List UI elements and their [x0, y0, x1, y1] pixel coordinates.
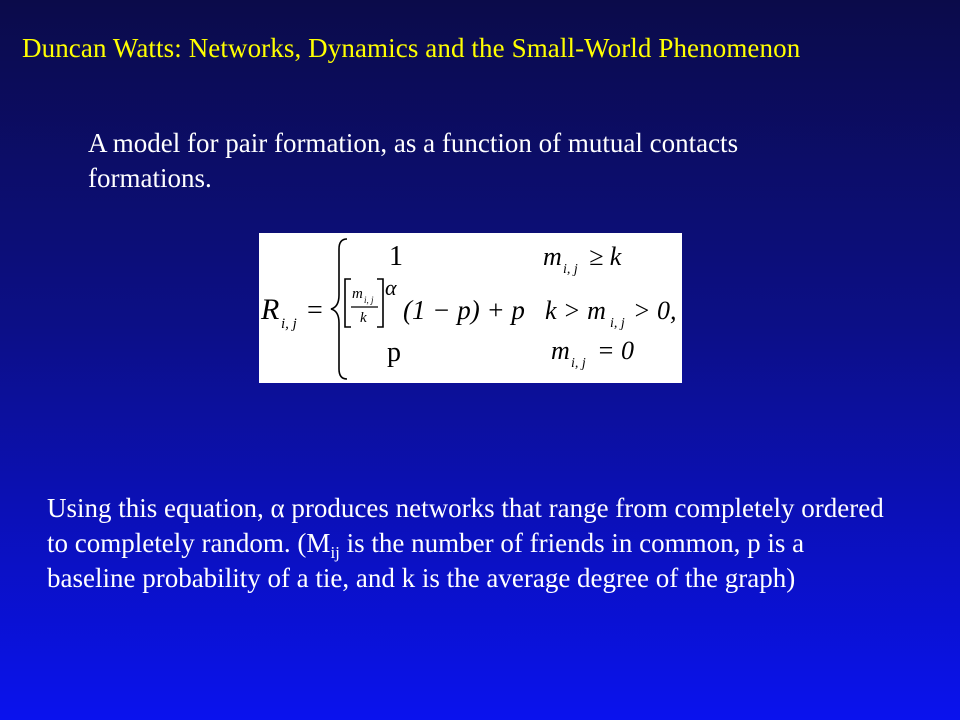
description-part-1: Using this equation, — [47, 493, 271, 523]
case2-cond-sub: i, j — [610, 316, 625, 331]
right-bracket — [377, 279, 383, 327]
intro-line-2: formations. — [88, 163, 212, 193]
exponent-alpha: α — [385, 275, 397, 300]
case1-cond: m — [543, 242, 562, 271]
alpha-symbol: α — [270, 493, 285, 523]
frac-num: m — [352, 286, 363, 302]
case1-cond-sub: i, j — [563, 262, 578, 277]
formula-image — [259, 233, 682, 383]
case2-cond: k > m — [545, 296, 606, 325]
case3-cond: m — [551, 336, 570, 365]
case2-cond-rest: > 0, — [633, 296, 677, 325]
formula-lhs-sub: i, j — [281, 316, 297, 332]
left-bracket — [345, 279, 351, 327]
frac-den: k — [360, 310, 367, 326]
case1-cond-rest: ≥ k — [589, 242, 622, 271]
formula-equals: = — [307, 295, 323, 326]
case2-rest: (1 − p) + p — [403, 295, 525, 325]
slide-title: Duncan Watts: Networks, Dynamics and the Small-World Phenomenon — [22, 33, 801, 63]
frac-num-sub: i, j — [364, 295, 374, 305]
subscript-ij: ij — [330, 543, 340, 562]
intro-line-1: A model for pair formation, as a function of mutual contacts — [88, 128, 739, 158]
description-part-2: produces networks that range from completely ordered to completely random. (M — [47, 493, 884, 558]
case3-value: p — [387, 337, 401, 368]
case3-cond-rest: = 0 — [597, 336, 635, 365]
description-paragraph — [47, 491, 887, 596]
intro-text — [88, 126, 888, 196]
piecewise-formula — [259, 233, 682, 383]
formula-lhs: R — [261, 293, 280, 326]
description-part-3: is the number of friends in common, p is a baseline probability of a tie, and k is the average degree of the graph) — [47, 528, 805, 593]
case1-value: 1 — [389, 241, 403, 272]
case3-cond-sub: i, j — [571, 356, 586, 371]
